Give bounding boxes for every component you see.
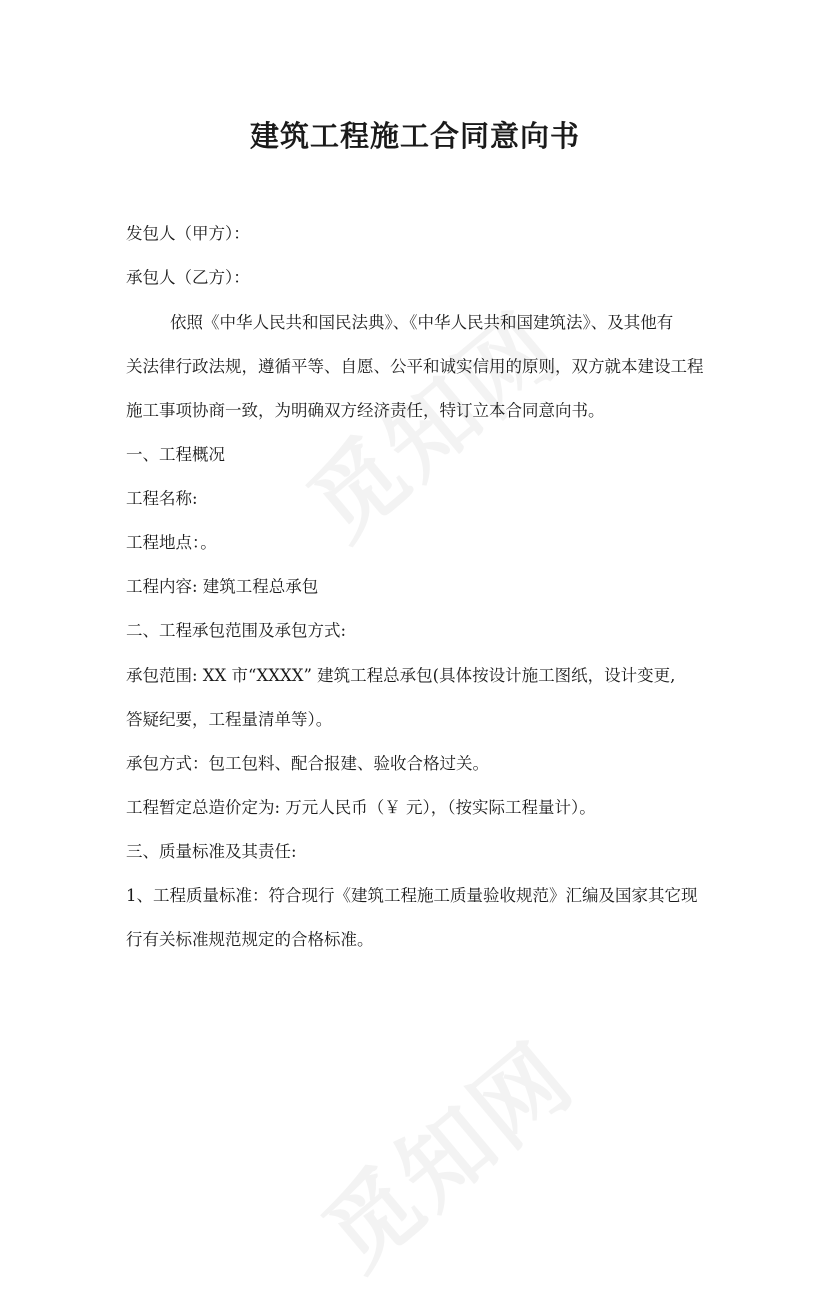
estimated-price: 工程暂定总造价定为: 万元人民币（￥ 元），（按实际工程量计）。 [126,798,596,817]
watermark [291,1008,596,1294]
scope-line: 承包范围: XX 市“XXXX” 建筑工程总承包(具体按设计施工图纸，设计变更, [126,666,676,685]
project-name-field: 工程名称: [126,489,198,508]
quality-standard-line: 行有关标准规范规定的合格标准。 [126,930,374,949]
contractor-label: 承包人（乙方）： [126,268,250,287]
employer-label: 发包人（甲方）： [126,224,250,243]
intro-paragraph-line: 依照《中华人民共和国民法典》、《中华人民共和国建筑法》、及其他有 [170,313,674,332]
scope-line: 答疑纪要，工程量清单等）。 [126,710,333,729]
quality-standard-line: 1、工程质量标准：符合现行《建筑工程施工质量验收规范》汇编及国家其它现 [126,886,698,905]
document-title: 建筑工程施工合同意向书 [249,119,580,153]
contract-method: 承包方式：包工包料、配合报建、验收合格过关。 [126,754,489,773]
section-heading-quality: 三、质量标准及其责任: [126,842,297,861]
section-heading-scope: 二、工程承包范围及承包方式: [126,621,347,640]
project-content-field: 工程内容: 建筑工程总承包 [126,577,319,596]
section-heading-overview: 一、工程概况 [126,445,225,464]
intro-paragraph-line: 施工事项协商一致，为明确双方经济责任，特订立本合同意向书。 [126,401,605,420]
intro-paragraph-line: 关法律行政法规，遵循平等、自愿、公平和诚实信用的原则，双方就本建设工程 [126,357,704,376]
project-location-field: 工程地点：。 [126,533,217,552]
